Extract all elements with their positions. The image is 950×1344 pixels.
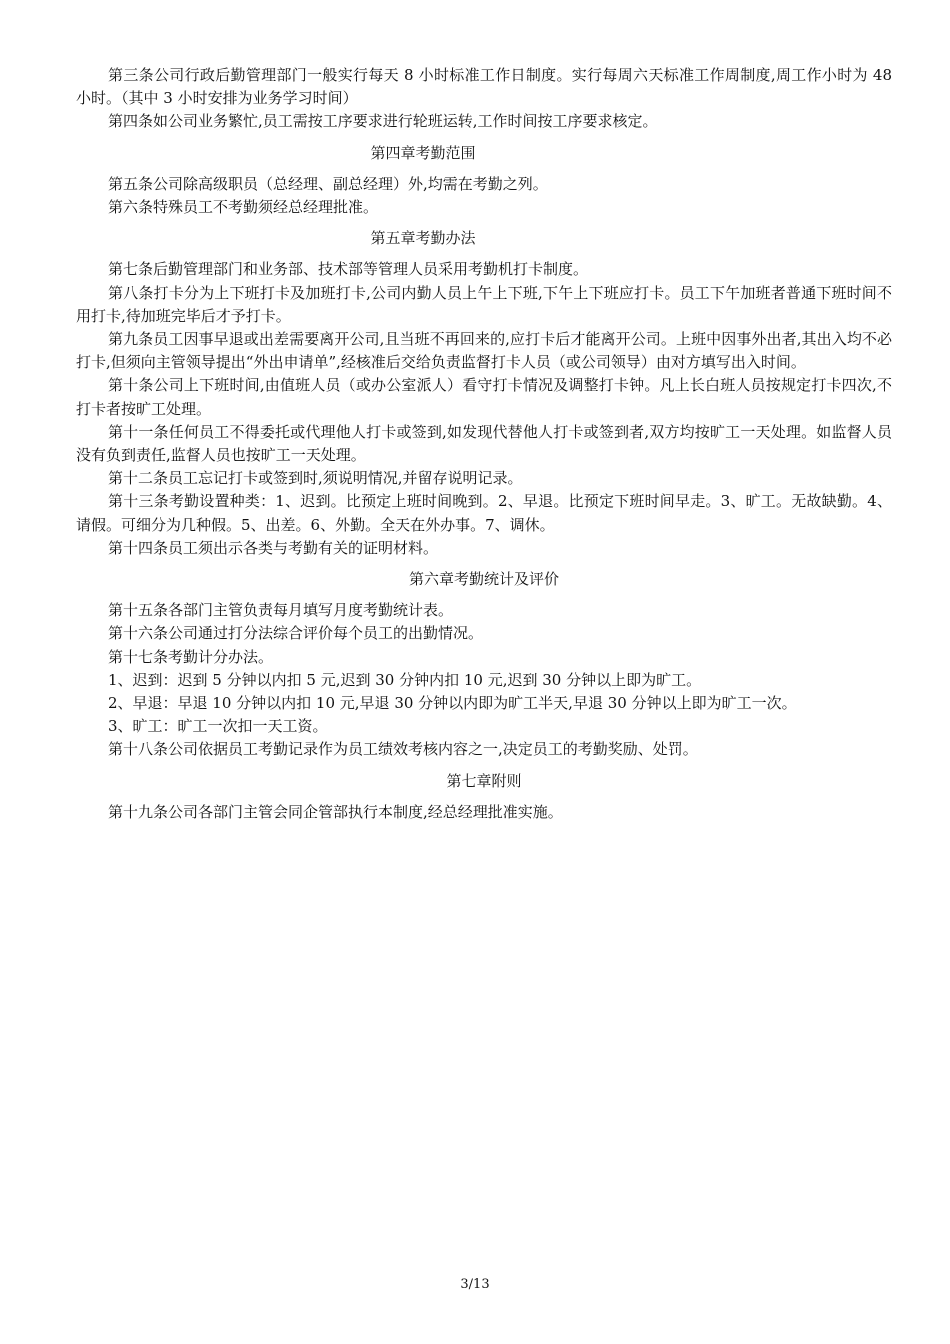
article-6: 第六条特殊员工不考勤须经总经理批准。 <box>108 198 379 217</box>
article-7: 第七条后勤管理部门和业务部、技术部等管理人员采用考勤机打卡制度。 <box>108 260 589 279</box>
article-4: 第四条如公司业务繁忙,员工需按工序要求进行轮班运转,工作时间按工序要求核定。 <box>108 112 658 131</box>
article-18: 第十八条公司依据员工考勤记录作为员工绩效考核内容之一,决定员工的考勤奖励、处罚。 <box>108 740 698 759</box>
page-number: 3/13 <box>460 1277 490 1292</box>
article-19: 第十九条公司各部门主管会同企管部执行本制度,经总经理批准实施。 <box>108 802 563 821</box>
article-14: 第十四条员工须出示各类与考勤有关的证明材料。 <box>108 538 439 557</box>
scoring-item-late: 1、迟到：迟到 5 分钟以内扣 5 元,迟到 30 分钟内扣 10 元,迟到 30 分钟以上即为旷工。 <box>108 670 702 689</box>
article-3: 第三条公司行政后勤管理部门一般实行每天 8 小时标准工作日制度。实行每周六天标准工作周制度,周工作小时为 48 小时。（其中 3 小时安排为业务学习时间） <box>76 66 892 108</box>
scoring-item-absence: 3、旷工：旷工一次扣一天工资。 <box>108 717 328 736</box>
article-11: 第十一条任何员工不得委托或代理他人打卡或签到,如发现代替他人打卡或签到者,双方均按旷工一天处理。如监督人员没有负到责任,监督人员也按旷工一天处理。 <box>76 422 892 465</box>
article-16: 第十六条公司通过打分法综合评价每个员工的出勤情况。 <box>108 624 484 643</box>
article-5: 第五条公司除高级职员（总经理、副总经理）外,均需在考勤之列。 <box>108 174 548 193</box>
document-body <box>76 64 892 824</box>
scoring-item-early-leave: 2、早退：早退 10 分钟以内扣 10 元,早退 30 分钟以内即为旷工半天,早退 30 分钟以上即为旷工一次。 <box>108 694 797 713</box>
article-8: 第八条打卡分为上下班打卡及加班打卡,公司内勤人员上午上下班,下午上下班应打卡。员工下午加班者普通下班时间不用打卡,待加班完毕后才予打卡。 <box>76 283 892 325</box>
article-17: 第十七条考勤计分办法。 <box>108 647 274 666</box>
article-15: 第十五条各部门主管负责每月填写月度考勤统计表。 <box>108 601 454 620</box>
article-10: 第十条公司上下班时间,由值班人员（或办公室派人）看守打卡情况及调整打卡钟。凡上长白班人员按规定打卡四次,不打卡者按旷工处理。 <box>76 376 892 418</box>
article-13: 第十三条考勤设置种类：1、迟到。比预定上班时间晚到。2、早退。比预定下班时间早走。3、旷工。无故缺勤。4、请假。可细分为几种假。5、出差。6、外勤。全天在外办事。7、调休。 <box>76 492 892 534</box>
chapter-5-heading: 第五章考勤办法 <box>370 229 476 248</box>
chapter-4-heading: 第四章考勤范围 <box>370 143 476 162</box>
article-12: 第十二条员工忘记打卡或签到时,须说明情况,并留存说明记录。 <box>108 469 523 488</box>
chapter-6-heading: 第六章考勤统计及评价 <box>408 570 559 589</box>
chapter-7-heading: 第七章附则 <box>446 771 522 790</box>
article-9: 第九条员工因事早退或出差需要离开公司,且当班不再回来的,应打卡后才能离开公司。上班中因事外出者,其出入均不必打卡,但须向主管领导提出“外出申请单”,经核准后交给负责监督打卡人员（或公司领导）由对方填写出入时间。 <box>76 330 892 372</box>
